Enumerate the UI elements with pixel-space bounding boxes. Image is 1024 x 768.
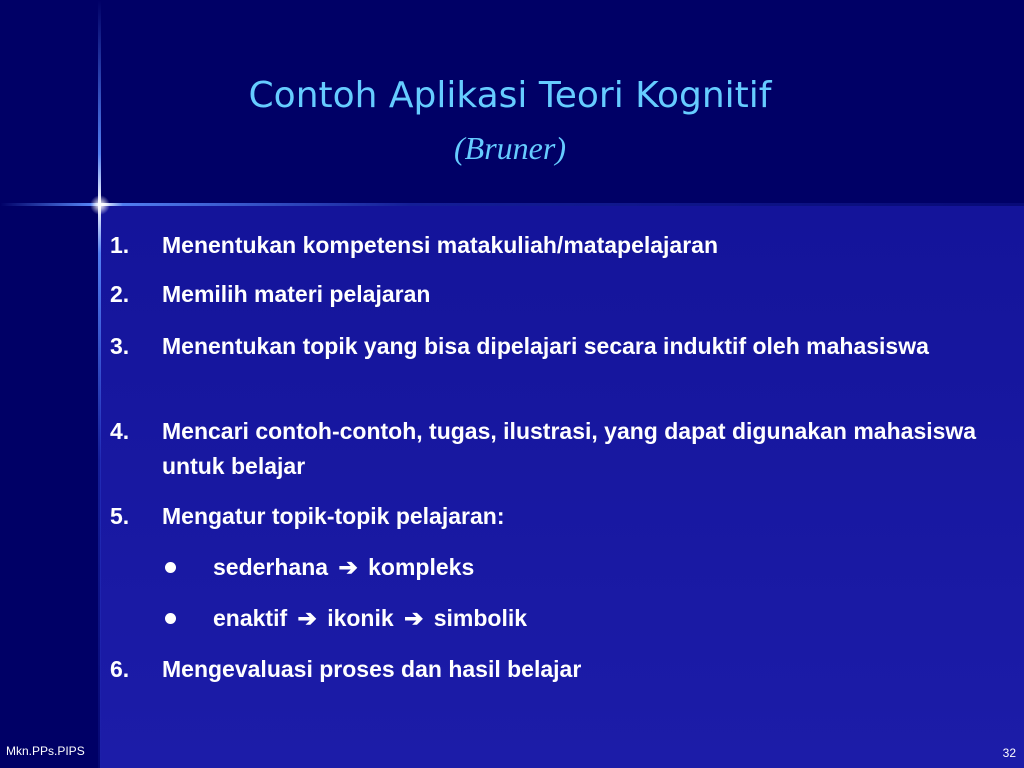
sub-bullet-part: sederhana (213, 554, 329, 580)
page-number: 32 (1002, 746, 1016, 760)
list-item (110, 329, 990, 364)
list-text: Mencari contoh-contoh, tugas, ilustrasi, yang dapat digunakan mahasiswa untuk belajar (162, 418, 977, 479)
sub-bullet-part: kompleks (368, 554, 475, 580)
list-number: 6. (110, 656, 130, 682)
list-text: Mengevaluasi proses dan hasil belajar (162, 656, 582, 682)
list-number: 4. (110, 418, 130, 444)
arrow-right-icon: ➔ (404, 605, 424, 631)
list-number: 5. (110, 503, 130, 529)
bullet-icon (165, 613, 176, 624)
sub-bullet-part: enaktif (213, 605, 288, 631)
list-number: 3. (110, 333, 130, 359)
bullet-icon (165, 562, 176, 573)
list-number: 2. (110, 281, 130, 307)
list-number: 1. (110, 232, 130, 258)
slide-subtitle: (Bruner) (454, 130, 566, 166)
sub-bullet-item (162, 601, 862, 636)
arrow-right-icon: ➔ (338, 554, 358, 580)
list-item (110, 414, 990, 484)
sub-bullet-text (213, 601, 862, 636)
arrow-right-icon: ➔ (297, 605, 317, 631)
footer-label: Mkn.PPs.PIPS (6, 744, 85, 758)
sub-bullet-item (162, 550, 862, 585)
list-text: Mengatur topik-topik pelajaran: (162, 503, 505, 529)
slide-title: Contoh Aplikasi Teori Kognitif (248, 75, 772, 116)
list-text: Menentukan kompetensi matakuliah/matapelajaran (162, 232, 719, 258)
sub-bullet-part: simbolik (433, 605, 528, 631)
list-item (110, 652, 990, 687)
list-text: Memilih materi pelajaran (162, 281, 431, 307)
list-item (110, 228, 990, 263)
list-item (110, 499, 990, 534)
sub-bullet-part: ikonik (327, 605, 394, 631)
list-text: Menentukan topik yang bisa dipelajari secara induktif oleh mahasiswa (162, 333, 929, 359)
sub-bullet-text (213, 550, 862, 585)
list-item (110, 277, 990, 312)
